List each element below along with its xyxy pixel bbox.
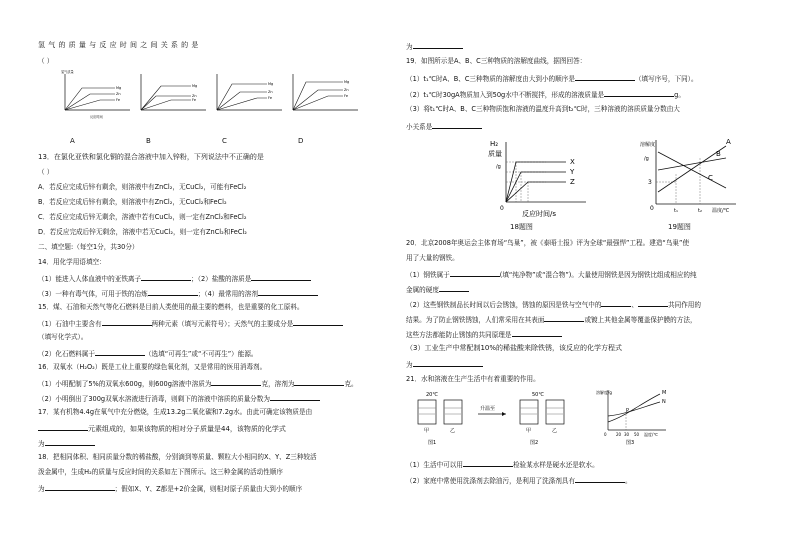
- fig18-ylabel-mass: 质量: [488, 150, 502, 158]
- answer-blank[interactable]: [45, 484, 115, 491]
- answer-blank[interactable]: [450, 270, 500, 277]
- beaker-3: [520, 400, 538, 424]
- fig18-caption: 18题图: [510, 223, 533, 231]
- q20-2-line3: 这些方法都能防止锈蚀的共同原理是: [406, 330, 562, 339]
- fig19-t2: t₂: [698, 208, 702, 214]
- q14-text: 14．用化学用语填空：: [38, 258, 106, 266]
- q18-cont: 为: [406, 42, 463, 51]
- mini-c-s3: Fe: [268, 96, 272, 100]
- q17-line3: 为: [38, 439, 95, 448]
- answer-blank[interactable]: [601, 300, 631, 307]
- fig19-t1: t₁: [674, 208, 678, 214]
- fig19-ylabel1: 溶解度: [640, 142, 656, 148]
- mini-chart-b: [141, 74, 206, 110]
- option-b: B: [146, 137, 151, 145]
- mini-c-s2: Zn: [268, 90, 273, 94]
- mini-c-s1: Mg: [268, 82, 274, 86]
- fig21-b4: 乙: [552, 428, 558, 434]
- fig19-xlabel: 温度/℃: [712, 208, 730, 214]
- figure-18: [486, 132, 596, 222]
- fig21-cap2: 图2: [530, 440, 539, 446]
- fig21-P: P: [626, 408, 630, 414]
- q15-line1: （1）石油中主要含有 两种元素（填写元素符号）；天然气的主要成分是: [38, 319, 343, 328]
- fig21-origin: 0: [604, 432, 607, 437]
- fig21-b1: 甲: [424, 428, 430, 434]
- q12-text: 氢 气 的 质 量 与 反 应 时 间 之 间 关 系 的 是: [38, 41, 199, 49]
- q19-text: 19．如图所示是A、B、C三种物质的溶解度曲线，据图回答：: [406, 57, 587, 65]
- fig21-cap3: 图3: [626, 440, 635, 446]
- answer-blank[interactable]: [439, 285, 469, 292]
- answer-blank[interactable]: [95, 349, 145, 356]
- q14-line1: （1）能进入人体血液中的亚铁离子 ；（2）盐酸的溶质是: [38, 274, 311, 283]
- mini-a-s3: Fe: [116, 98, 120, 102]
- beaker-1: [418, 400, 436, 424]
- q18-line2: 泼金属中，生成H₂的质量与反应时间的关系如左下图所示。这三种金属的活动性顺序: [38, 468, 283, 476]
- q19-line3: （3）将t₁℃时A、B、C三种物质饱和溶液的温度升高到t₂℃时，三种溶液的溶质质量分数由大: [406, 105, 680, 113]
- figure-21: [410, 386, 740, 456]
- beaker-2: [444, 400, 462, 424]
- option-d: D: [298, 137, 304, 145]
- curve-c-label: C: [708, 174, 713, 182]
- series-y: [506, 172, 566, 202]
- fig21-xlabel: 温度/℃: [644, 432, 658, 437]
- q20-2-line1: （2）这些钢铁制品长时间以后会锈蚀，锈蚀的原因是铁与空气中的 、 共同作用的: [406, 301, 701, 309]
- q15-line1c: （填写化学式）。: [38, 333, 88, 341]
- q17-line1: 17．某有机物4.4g在氧气中充分燃烧，生成13.2g二氧化碳和7.2g水。由此可确定该物质是由: [38, 408, 313, 416]
- mini-b-s3: Fe: [192, 98, 196, 102]
- q17-line2: 元素组成的，如果该物质的相对分子质量是44，该物质的化学式: [38, 424, 286, 433]
- fig21-t50: 50℃: [532, 392, 544, 398]
- answer-blank[interactable]: [575, 476, 625, 483]
- q13-option-a: A．若反应完成后锌有剩余，则溶液中有ZnCl₂，无CuCl₂，可能有FeCl₂: [38, 183, 247, 191]
- fig21-M: M: [662, 390, 667, 396]
- mini-ylabel: 氢气质量: [61, 70, 74, 74]
- series-y-label: Y: [570, 168, 575, 176]
- answer-blank[interactable]: [211, 379, 261, 386]
- curve-b-label: B: [716, 150, 721, 158]
- fig18-xlabel: 反应时间/s: [522, 210, 557, 218]
- fig21-b3: 甲: [526, 428, 532, 434]
- q20-2-line2: 结果。为了防止钢铁锈蚀，人们常采用在其表面 或镀上其他金属等覆盖保护膜的方法，: [406, 316, 697, 324]
- curve-m: [608, 394, 660, 422]
- answer-blank[interactable]: [413, 42, 463, 49]
- answer-blank[interactable]: [270, 394, 320, 401]
- q13-option-d: D．若反应完成后锌无剩余，溶液中若无CuCl₂，则一定有ZnCl₂和FeCl₂: [38, 228, 247, 236]
- q12-options-figure: [60, 70, 360, 130]
- mini-chart-d: [293, 74, 358, 110]
- beaker-4: [546, 400, 564, 424]
- answer-blank[interactable]: [413, 360, 483, 367]
- q13-paren: （ ）: [38, 168, 54, 176]
- mini-chart-c: [217, 74, 282, 110]
- fig21-arrow-label: 升温至: [480, 406, 496, 412]
- mini-a-s1: Mg: [116, 86, 122, 90]
- q18-line1: 18．把相同体积、相同质量分数的稀盐酸，分别滴到等质量、颗粒大小相同的X、Y、Z三种较活: [38, 453, 317, 461]
- fig19-tick-y: 3: [648, 179, 652, 186]
- answer-blank[interactable]: [294, 379, 344, 386]
- answer-blank[interactable]: [148, 289, 198, 296]
- fig18-ylabel-h2: H₂: [490, 140, 499, 148]
- answer-blank[interactable]: [251, 274, 311, 281]
- q21-text: 21．水和溶液在生产生活中有着重要的作用。: [406, 375, 540, 383]
- q16-line1: （1）小明配制了5%的双氧水600g，则600g溶液中溶质为 克，溶剂为 克。: [38, 380, 358, 388]
- series-z-label: Z: [570, 178, 575, 186]
- fig21-b2: 乙: [450, 428, 456, 434]
- mini-d-s2: Zn: [344, 88, 349, 92]
- fig18-ylabel-unit: /g: [496, 164, 501, 170]
- q20-line2: 用了大量的钢铁。: [406, 254, 459, 262]
- mini-d-s1: Mg: [344, 80, 350, 84]
- answer-blank[interactable]: [544, 315, 584, 322]
- answer-blank[interactable]: [45, 439, 95, 446]
- fig21-ylabel: 溶解度/g: [596, 390, 612, 395]
- mini-b-s1: Mg: [192, 84, 198, 88]
- answer-blank[interactable]: [575, 74, 635, 81]
- q20-1-line1: （1）钢铁属于 (填“纯净物”或“混合物”)。大量使用钢铁是因为钢铁比组成相应的纯: [406, 271, 697, 279]
- q12-answer-paren: （ ）: [38, 57, 54, 65]
- answer-blank[interactable]: [141, 274, 191, 281]
- option-a: A: [70, 137, 75, 145]
- mini-chart-a: [65, 74, 130, 110]
- q20-line1: 20．北京2008年奥运会主体育场“鸟巢”，被《泰晤士报》评为全球“最强悍”工程。建造“鸟巢”使: [406, 239, 690, 247]
- q14-line2: （3）一种有毒气体，可用于铁的冶炼 ；（4）最常用的溶剂: [38, 289, 318, 298]
- curve-a-label: A: [726, 138, 731, 146]
- q13-option-b: B．若反应完成后锌有剩余，则溶液中有ZnCl₂，无CuCl₂和FeCl₂: [38, 198, 227, 206]
- fig19-origin: 0: [650, 205, 654, 212]
- series-z: [506, 182, 566, 202]
- answer-blank[interactable]: [258, 289, 318, 296]
- answer-blank[interactable]: [463, 460, 513, 467]
- figure-19: [636, 132, 746, 222]
- answer-blank[interactable]: [102, 319, 152, 326]
- answer-blank[interactable]: [38, 424, 88, 431]
- fig21-N: N: [662, 399, 666, 405]
- mini-xlabel: 反应时间: [90, 115, 103, 119]
- q15-text: 15．煤、石油和天然气等化石燃料是目前人类使用的最主要的燃料，也是重要的化工原料。: [38, 303, 304, 311]
- q21-line2: （2）家庭中常使用洗涤剂去除油污，是利用了洗涤剂具有 。: [406, 477, 632, 485]
- mini-b-s2: Zn: [192, 94, 197, 98]
- answer-blank[interactable]: [638, 300, 668, 307]
- curve-b: [658, 158, 726, 170]
- fig18-origin: 0: [500, 205, 504, 212]
- q16-line2: （2）小明倒出了300g双氧水溶液进行消毒，则剩下的溶液中溶质的质量分数为: [38, 394, 320, 403]
- answer-blank[interactable]: [604, 90, 674, 97]
- series-x-label: X: [570, 158, 575, 166]
- fig21-solubility-chart: [596, 389, 666, 446]
- q20-3-line2: 为: [406, 360, 483, 369]
- fig21-x50: 50: [634, 432, 640, 437]
- q19-line2: （2）t₁℃时30gA物质加入到50g水中不断搅拌，形成的溶液质量是 g。: [406, 91, 685, 99]
- q13-option-c: C．若反应完成后锌无剩余，溶液中若有CuCl₂，则一定有ZnCl₂和FeCl₂: [38, 213, 247, 221]
- q20-1-line2: 金属的硬度: [406, 285, 469, 294]
- mini-a-s2: Zn: [116, 92, 121, 96]
- q15-line2: （2）化石燃料属于 （选填“可再生”或“不可再生”）能源。: [38, 350, 258, 358]
- mini-d-s3: Fe: [344, 94, 348, 98]
- q21-line1: （1）生活中可以用 检验某水样是硬水还是软水。: [406, 461, 599, 469]
- q13-text: 13．在氯化亚铁和氯化铜的混合溶液中加入锌粉，下列说法中不正确的是: [38, 153, 264, 161]
- answer-blank[interactable]: [293, 319, 343, 326]
- q19-line1: （1）t₁℃时A、B、C三种物质的溶解度由大到小的顺序是 （填写序号，下同）。: [406, 75, 698, 83]
- fig19-caption: 19题图: [668, 223, 691, 231]
- fig21-x20: 20: [616, 432, 622, 437]
- q16-text: 16．双氧水（H₂O₂）既是工业上重要的绿色氧化剂，又是常用的医用消毒剂。: [38, 363, 267, 371]
- q18-line3: 为 ；假如X、Y、Z都是+2价金属，则相对原子质量由大到小的顺序: [38, 485, 303, 493]
- fig19-ylabel2: /g: [644, 156, 649, 162]
- option-c: C: [222, 137, 227, 145]
- fig21-x30: 30: [624, 432, 630, 437]
- answer-blank[interactable]: [512, 330, 562, 337]
- q19-line4: 小关系是: [406, 122, 482, 131]
- fig21-cap1: 图1: [428, 440, 437, 446]
- fig21-t20: 20℃: [426, 392, 438, 398]
- answer-blank[interactable]: [432, 122, 482, 129]
- q20-3-line1: （3）工业生产中常配制10%的稀盐酸来除铁锈，该反应的化学方程式: [406, 344, 623, 352]
- section-2-heading: 二、填空题:（每空1分，共30分）: [38, 243, 139, 251]
